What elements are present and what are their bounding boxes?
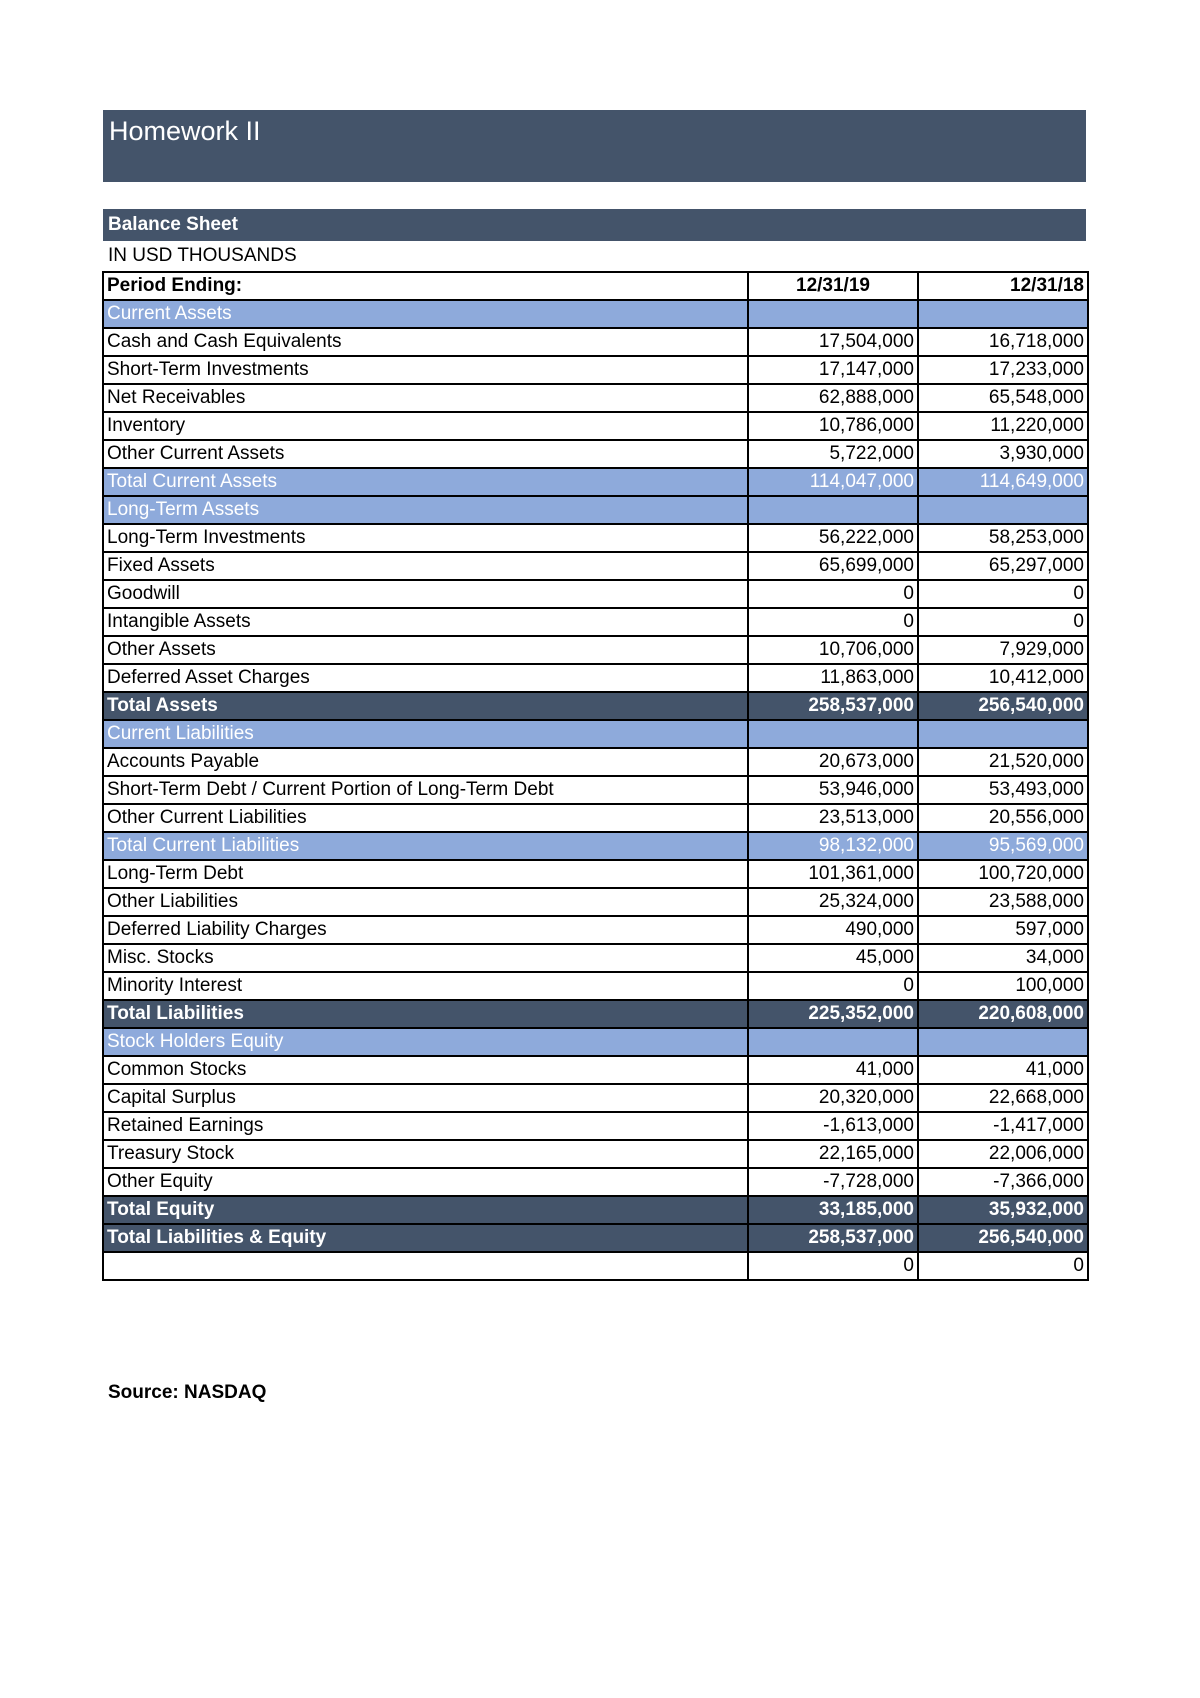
table-row [103,608,1088,636]
section-title: Balance Sheet [108,214,238,235]
value-2018: 256,540,000 [918,692,1088,720]
table-row [103,356,1088,384]
row-label: Current Liabilities [103,720,748,748]
total-row [103,1196,1088,1224]
row-label [103,1252,748,1280]
row-label: Misc. Stocks [103,944,748,972]
value-2018: 114,649,000 [918,468,1088,496]
subtotal-row [103,832,1088,860]
value-2019: 45,000 [748,944,918,972]
table-row [103,860,1088,888]
row-label: Deferred Asset Charges [103,664,748,692]
value-2019: 17,147,000 [748,356,918,384]
value-2019: 0 [748,608,918,636]
total-row [103,692,1088,720]
value-2019: 0 [748,1252,918,1280]
row-label: Treasury Stock [103,1140,748,1168]
total-row [103,1224,1088,1252]
value-2018: -1,417,000 [918,1112,1088,1140]
row-label: Stock Holders Equity [103,1028,748,1056]
row-label: Other Assets [103,636,748,664]
source-note: Source: NASDAQ [108,1382,267,1403]
row-label: Short-Term Investments [103,356,748,384]
value-2018 [918,1028,1088,1056]
table-row [103,636,1088,664]
value-2018: 3,930,000 [918,440,1088,468]
row-label: Other Current Assets [103,440,748,468]
value-2018: 256,540,000 [918,1224,1088,1252]
value-2019: 0 [748,580,918,608]
category-row [103,496,1088,524]
table-row [103,944,1088,972]
value-2018: 21,520,000 [918,748,1088,776]
value-2019: 41,000 [748,1056,918,1084]
value-2019: 62,888,000 [748,384,918,412]
value-2019: 11,863,000 [748,664,918,692]
row-label: Total Current Liabilities [103,832,748,860]
value-2019: 258,537,000 [748,692,918,720]
table-row [103,1112,1088,1140]
value-2019 [748,720,918,748]
header-row [103,272,1088,300]
value-2018: 100,000 [918,972,1088,1000]
table-row [103,384,1088,412]
value-2018: 22,006,000 [918,1140,1088,1168]
value-2018: 53,493,000 [918,776,1088,804]
value-2019: 22,165,000 [748,1140,918,1168]
table-row [103,972,1088,1000]
value-2018: 0 [918,580,1088,608]
value-2019: -7,728,000 [748,1168,918,1196]
table-row [103,664,1088,692]
value-2019: 114,047,000 [748,468,918,496]
value-2019: 33,185,000 [748,1196,918,1224]
value-2019: 25,324,000 [748,888,918,916]
value-2018 [918,300,1088,328]
table-row [103,328,1088,356]
row-label: Deferred Liability Charges [103,916,748,944]
value-2018: 17,233,000 [918,356,1088,384]
table-row [103,440,1088,468]
balance-sheet-body [103,272,1088,1280]
row-label: Total Assets [103,692,748,720]
table-row [103,1252,1088,1280]
table-row [103,1084,1088,1112]
row-label: Net Receivables [103,384,748,412]
value-2018: 58,253,000 [918,524,1088,552]
table-row [103,524,1088,552]
header-col-2018: 12/31/18 [918,272,1088,300]
value-2019: 225,352,000 [748,1000,918,1028]
row-label: Minority Interest [103,972,748,1000]
table-row [103,1140,1088,1168]
row-label: Retained Earnings [103,1112,748,1140]
row-label: Cash and Cash Equivalents [103,328,748,356]
row-label: Total Liabilities [103,1000,748,1028]
value-2018: 20,556,000 [918,804,1088,832]
header-label: Period Ending: [103,272,748,300]
value-2018: -7,366,000 [918,1168,1088,1196]
row-label: Capital Surplus [103,1084,748,1112]
table-row [103,1168,1088,1196]
units-label: IN USD THOUSANDS [108,245,297,266]
row-label: Short-Term Debt / Current Portion of Long-Term Debt [103,776,748,804]
subtotal-row [103,468,1088,496]
document-title: Homework II [109,116,261,146]
value-2018 [918,496,1088,524]
value-2018: 11,220,000 [918,412,1088,440]
value-2019: 98,132,000 [748,832,918,860]
header-col-2019: 12/31/19 [748,272,918,300]
row-label: Other Current Liabilities [103,804,748,832]
value-2018: 35,932,000 [918,1196,1088,1224]
balance-sheet-table [102,271,1089,1281]
category-row [103,1028,1088,1056]
value-2019: 65,699,000 [748,552,918,580]
value-2018: 65,297,000 [918,552,1088,580]
value-2019: 5,722,000 [748,440,918,468]
table-row [103,1056,1088,1084]
value-2018: 10,412,000 [918,664,1088,692]
value-2019: 20,320,000 [748,1084,918,1112]
value-2018: 22,668,000 [918,1084,1088,1112]
table-row [103,580,1088,608]
value-2019 [748,496,918,524]
value-2018: 597,000 [918,916,1088,944]
row-label: Inventory [103,412,748,440]
value-2019: 10,786,000 [748,412,918,440]
value-2018: 41,000 [918,1056,1088,1084]
value-2018: 34,000 [918,944,1088,972]
title-banner [103,110,1086,182]
value-2019: 20,673,000 [748,748,918,776]
value-2019: 17,504,000 [748,328,918,356]
table-row [103,748,1088,776]
value-2019: 0 [748,972,918,1000]
value-2018: 23,588,000 [918,888,1088,916]
table-row [103,888,1088,916]
row-label: Long-Term Investments [103,524,748,552]
value-2019 [748,1028,918,1056]
value-2018 [918,720,1088,748]
row-label: Accounts Payable [103,748,748,776]
value-2019 [748,300,918,328]
row-label: Other Equity [103,1168,748,1196]
row-label: Long-Term Debt [103,860,748,888]
row-label: Long-Term Assets [103,496,748,524]
value-2019: 101,361,000 [748,860,918,888]
row-label: Other Liabilities [103,888,748,916]
row-label: Current Assets [103,300,748,328]
value-2018: 100,720,000 [918,860,1088,888]
value-2019: 53,946,000 [748,776,918,804]
value-2018: 65,548,000 [918,384,1088,412]
value-2019: 258,537,000 [748,1224,918,1252]
section-banner [103,209,1086,241]
value-2019: 490,000 [748,916,918,944]
category-row [103,720,1088,748]
row-label: Common Stocks [103,1056,748,1084]
value-2018: 7,929,000 [918,636,1088,664]
row-label: Total Equity [103,1196,748,1224]
total-row [103,1000,1088,1028]
table-row [103,776,1088,804]
value-2019: 56,222,000 [748,524,918,552]
table-row [103,412,1088,440]
row-label: Total Current Assets [103,468,748,496]
row-label: Intangible Assets [103,608,748,636]
value-2019: 23,513,000 [748,804,918,832]
value-2019: 10,706,000 [748,636,918,664]
value-2018: 220,608,000 [918,1000,1088,1028]
row-label: Fixed Assets [103,552,748,580]
category-row [103,300,1088,328]
row-label: Total Liabilities & Equity [103,1224,748,1252]
value-2018: 0 [918,1252,1088,1280]
table-row [103,552,1088,580]
value-2018: 0 [918,608,1088,636]
value-2019: -1,613,000 [748,1112,918,1140]
row-label: Goodwill [103,580,748,608]
table-row [103,916,1088,944]
value-2018: 95,569,000 [918,832,1088,860]
value-2018: 16,718,000 [918,328,1088,356]
table-row [103,804,1088,832]
